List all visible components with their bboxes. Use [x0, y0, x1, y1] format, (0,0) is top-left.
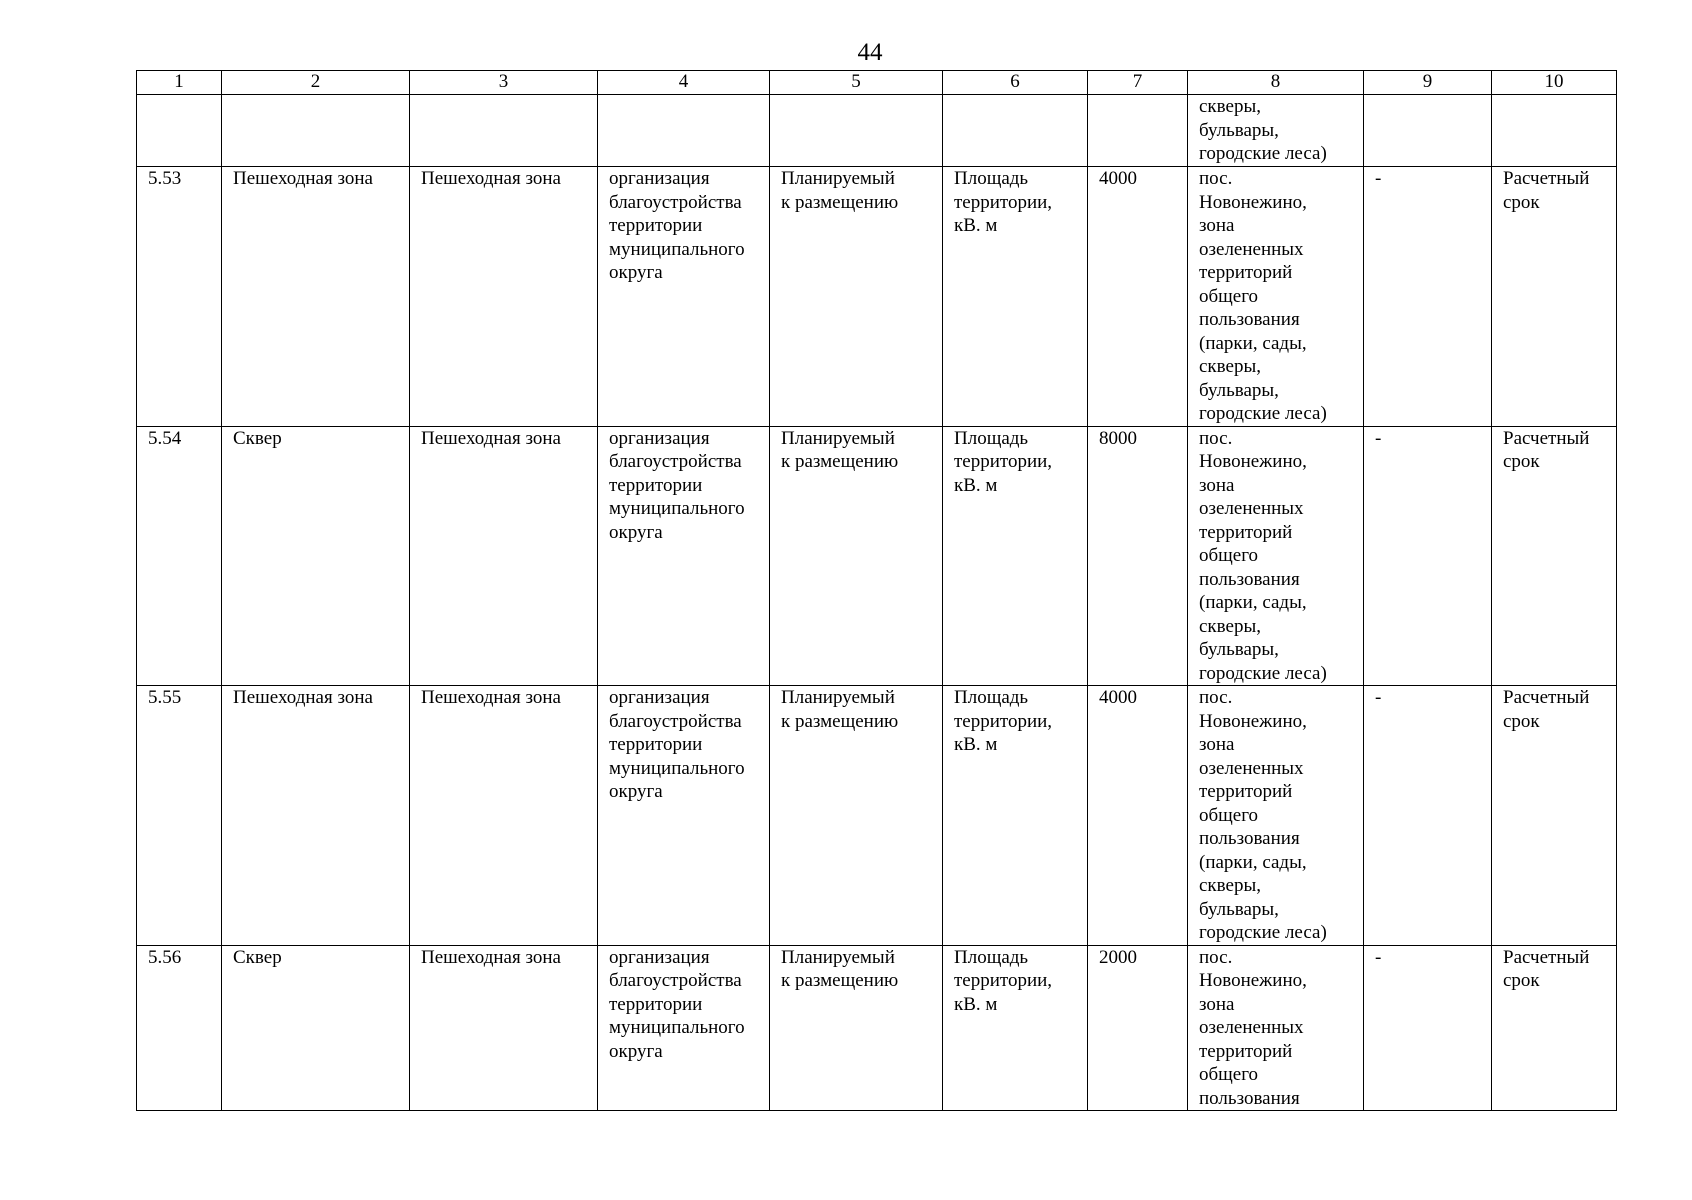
cell-value: 2000	[1088, 945, 1188, 1111]
cell-empty	[770, 95, 943, 167]
cell-characteristic: Площадь территории, кВ. м	[943, 426, 1088, 686]
table-row-continuation	[137, 95, 1617, 167]
cell-location: пос. Новонежино, зона озелененных территорий общего пользования (парки, сады, скверы, бульвары, городские леса)	[1188, 426, 1364, 686]
table-row	[137, 686, 1617, 946]
cell-term: Расчетный срок	[1492, 686, 1617, 946]
column-header-7: 7	[1088, 71, 1188, 95]
cell-value: 4000	[1088, 686, 1188, 946]
cell-col9: -	[1364, 686, 1492, 946]
cell-term: Расчетный срок	[1492, 945, 1617, 1111]
column-header-9: 9	[1364, 71, 1492, 95]
cell-empty	[1088, 95, 1188, 167]
cell-number: 5.54	[137, 426, 222, 686]
cell-characteristic: Площадь территории, кВ. м	[943, 945, 1088, 1111]
cell-empty	[410, 95, 598, 167]
column-header-1: 1	[137, 71, 222, 95]
cell-col9: -	[1364, 945, 1492, 1111]
cell-value: 4000	[1088, 167, 1188, 427]
cell-name: Сквер	[222, 426, 410, 686]
cell-purpose: организация благоустройства территории муниципального округа	[598, 686, 770, 946]
cell-empty	[1364, 95, 1492, 167]
cell-type: Пешеходная зона	[410, 167, 598, 427]
cell-empty	[137, 95, 222, 167]
cell-location: пос. Новонежино, зона озелененных территорий общего пользования	[1188, 945, 1364, 1111]
cell-number: 5.55	[137, 686, 222, 946]
cell-empty	[943, 95, 1088, 167]
cell-location: пос. Новонежино, зона озелененных территорий общего пользования (парки, сады, скверы, бульвары, городские леса)	[1188, 167, 1364, 427]
cell-type: Пешеходная зона	[410, 686, 598, 946]
cell-status: Планируемый к размещению	[770, 167, 943, 427]
cell-name: Пешеходная зона	[222, 167, 410, 427]
cell-value: 8000	[1088, 426, 1188, 686]
cell-number: 5.56	[137, 945, 222, 1111]
cell-characteristic: Площадь территории, кВ. м	[943, 167, 1088, 427]
column-header-2: 2	[222, 71, 410, 95]
header-row	[137, 71, 1617, 95]
cell-location: скверы, бульвары, городские леса)	[1188, 95, 1364, 167]
cell-number: 5.53	[137, 167, 222, 427]
cell-characteristic: Площадь территории, кВ. м	[943, 686, 1088, 946]
cell-type: Пешеходная зона	[410, 426, 598, 686]
cell-term: Расчетный срок	[1492, 167, 1617, 427]
cell-col9: -	[1364, 426, 1492, 686]
cell-empty	[598, 95, 770, 167]
cell-status: Планируемый к размещению	[770, 426, 943, 686]
cell-purpose: организация благоустройства территории муниципального округа	[598, 426, 770, 686]
cell-status: Планируемый к размещению	[770, 945, 943, 1111]
table-row	[137, 426, 1617, 686]
cell-empty	[222, 95, 410, 167]
column-header-8: 8	[1188, 71, 1364, 95]
cell-term: Расчетный срок	[1492, 426, 1617, 686]
cell-name: Сквер	[222, 945, 410, 1111]
column-header-5: 5	[770, 71, 943, 95]
column-header-4: 4	[598, 71, 770, 95]
table-row	[137, 167, 1617, 427]
cell-col9: -	[1364, 167, 1492, 427]
cell-name: Пешеходная зона	[222, 686, 410, 946]
column-header-10: 10	[1492, 71, 1617, 95]
table-row	[137, 945, 1617, 1111]
page-number: 44	[857, 39, 883, 66]
cell-location: пос. Новонежино, зона озелененных территорий общего пользования (парки, сады, скверы, бульвары, городские леса)	[1188, 686, 1364, 946]
cell-empty	[1492, 95, 1617, 167]
cell-status: Планируемый к размещению	[770, 686, 943, 946]
cell-type: Пешеходная зона	[410, 945, 598, 1111]
column-header-6: 6	[943, 71, 1088, 95]
column-header-3: 3	[410, 71, 598, 95]
cell-purpose: организация благоустройства территории муниципального округа	[598, 945, 770, 1111]
cell-purpose: организация благоустройства территории муниципального округа	[598, 167, 770, 427]
planning-table	[136, 70, 1617, 1111]
